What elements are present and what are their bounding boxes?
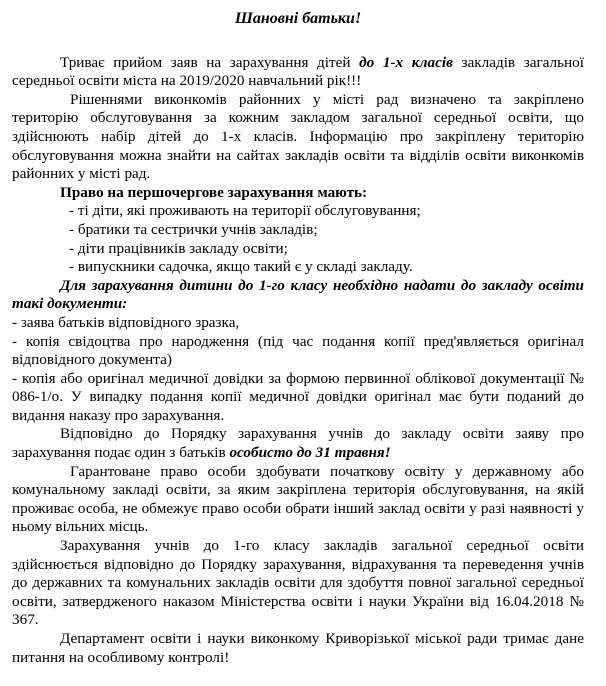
paragraph-territory: Рішеннями виконкомів районних у місті рад визначено та закріплено територію обслуговування за кожним закладом загальної середньої освіти, що здійснюють набір дітей до 1-х класів. Інформацію про закріплену територію обслуговування можна знайти на сайтах закладів освіти та відділів освіти виконкомів районних у місті рад. (12, 90, 584, 183)
document-item: - заява батьків відповідного зразка, (12, 313, 240, 331)
priority-item: - діти працівників закладу освіти; (69, 239, 288, 257)
priority-item: - ті діти, які проживають на території обслуговування; (69, 202, 421, 220)
admission-text-end: закладів загальної середньої освіти міста на 2019/2020 навчальний рік!!! (12, 53, 584, 90)
application-deadline: особисто до 31 травня! (229, 444, 391, 462)
documents-heading: Для зарахування дитини до 1-го класу необхідно надати до закладу освіти такі документи: (12, 276, 584, 313)
admission-text-start: Триває прийом заяв на зарахування дітей (60, 53, 360, 71)
document-item: - копія або оригінал медичної довідки за формою первинної облікової документації № 086-1/о. У випадку подання копії медичної довідки оригінал має бути поданий до видання наказу про зарахування. (12, 369, 584, 424)
paragraph-guarantee: Гарантоване право особи здобувати початкову освіту у державному або комунальному закладі освіти, за яким закріплена територія обслуговування, на якій проживає особа, не обмежує право особи обрати інший заклад освіти у разі наявності у ньому вільних місць. (12, 462, 584, 536)
priority-item: - випускники садочка, якщо такий є у складі закладу. (69, 258, 413, 276)
paragraph-procedure: Зарахування учнів до 1-го класу закладів загальної середньої освіти здійснюється відповідно до Порядку зарахування, відрахування та переведення учнів до державних та комунальних закладів освіти для здобуття повної загальної середньої освіти, затвердженого наказом Міністерства освіти і науки України від 16.04.2018 № 367. (12, 537, 584, 629)
document-item: - копія свідоцтва про народження (під час подання копії пред'являється оригінал відповідного документа) (12, 332, 584, 369)
paragraph-control: Департамент освіти і науки виконкому Криворізької міської ради тримає дане питання на особливому контролі! (12, 630, 584, 666)
paragraph-application (12, 425, 584, 462)
application-text: Відповідно до Порядку зарахування учнів до закладу освіти заяву про зарахування подає один з батьків (12, 425, 584, 462)
paragraph-admission (12, 54, 584, 91)
priority-heading: Право на першочергове зарахування мають: (60, 183, 368, 201)
priority-item: - братики та сестрички учнів закладів; (69, 220, 318, 238)
document-page (12, 10, 584, 667)
document-title: Шановні батьки! (234, 10, 362, 27)
admission-text-emphasis: до 1-х класів (359, 53, 453, 71)
